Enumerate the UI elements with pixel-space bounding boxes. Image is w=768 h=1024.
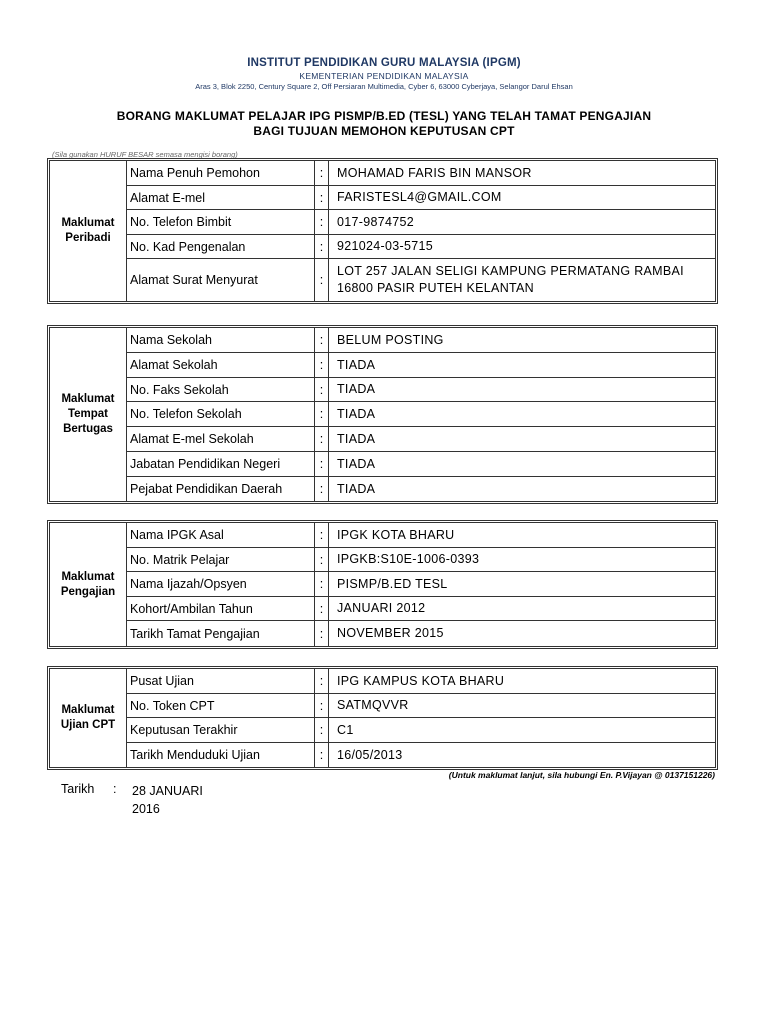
field-label: Nama Ijazah/Opsyen: [126, 572, 315, 596]
field-label: Alamat Surat Menyurat: [126, 259, 315, 301]
field-value: TIADA: [337, 357, 376, 372]
contact-note: (Untuk maklumat lanjut, sila hubungi En. P.Vijayan @ 0137151226): [448, 770, 715, 780]
form-row: [126, 210, 715, 235]
field-value: 017-9874752: [337, 214, 414, 229]
field-label: No. Faks Sekolah: [126, 378, 315, 401]
field-label: Alamat E-mel Sekolah: [126, 427, 315, 451]
field-colon: :: [315, 621, 329, 646]
section-rows: [126, 328, 715, 501]
field-label: No. Matrik Pelajar: [126, 548, 315, 571]
field-colon: :: [315, 235, 329, 258]
section-rows: [126, 161, 715, 301]
form-row: [126, 477, 715, 501]
form-title-line-1: BORANG MAKLUMAT PELAJAR IPG PISMP/B.ED (TESL) YANG TELAH TAMAT PENGAJIAN: [116, 109, 652, 123]
form-row: [126, 259, 715, 301]
field-colon: :: [315, 378, 329, 401]
field-value: TIADA: [337, 456, 376, 471]
field-colon: :: [315, 259, 329, 301]
form-section: [47, 666, 718, 770]
field-label: No. Token CPT: [126, 694, 315, 717]
field-label: Kohort/Ambilan Tahun: [126, 597, 315, 620]
field-colon: :: [315, 694, 329, 717]
field-colon: :: [315, 548, 329, 571]
section-label: Maklumat Pengajian: [50, 523, 127, 646]
field-colon: :: [315, 328, 329, 352]
field-value: SATMQVVR: [337, 698, 409, 712]
field-label: Tarikh Tamat Pengajian: [126, 621, 315, 646]
field-label: Tarikh Menduduki Ujian: [126, 743, 315, 767]
field-label: No. Telefon Bimbit: [126, 210, 315, 234]
date-colon: :: [113, 782, 117, 796]
field-colon: :: [315, 718, 329, 742]
field-value: LOT 257 JALAN SELIGI KAMPUNG PERMATANG RAMBAI 16800 PASIR PUTEH KELANTAN: [337, 264, 684, 295]
field-label: Nama Penuh Pemohon: [126, 161, 315, 185]
form-row: [126, 353, 715, 378]
form-row: [126, 669, 715, 694]
field-colon: :: [315, 572, 329, 596]
form-instruction: (Sila gunakan HURUF BESAR semasa mengisi borang): [52, 150, 238, 159]
field-label: Jabatan Pendidikan Negeri: [126, 452, 315, 476]
form-row: [126, 523, 715, 548]
field-value: IPGK KOTA BHARU: [337, 527, 455, 542]
form-row: [126, 161, 715, 186]
field-colon: :: [315, 353, 329, 377]
form-row: [126, 548, 715, 572]
field-value: BELUM POSTING: [337, 332, 444, 347]
form-row: [126, 694, 715, 718]
field-colon: :: [315, 523, 329, 547]
field-label: Nama Sekolah: [126, 328, 315, 352]
form-row: [126, 597, 715, 621]
institute-address: Aras 3, Blok 2250, Century Square 2, Off Persiaran Multimedia, Cyber 6, 63000 Cyberjaya, Selangor Darul Ehsan: [195, 82, 573, 91]
form-row: [126, 743, 715, 767]
form-section: [47, 325, 718, 504]
date-label: Tarikh: [61, 782, 95, 796]
form-section: [47, 520, 718, 649]
field-label: No. Telefon Sekolah: [126, 402, 315, 426]
field-label: Keputusan Terakhir: [126, 718, 315, 742]
field-label: No. Kad Pengenalan: [126, 235, 315, 258]
field-value: FARISTESL4@GMAIL.COM: [337, 190, 502, 204]
field-colon: :: [315, 743, 329, 767]
form-row: [126, 452, 715, 477]
field-value: IPG KAMPUS KOTA BHARU: [337, 673, 505, 688]
field-label: Alamat E-mel: [126, 186, 315, 209]
field-colon: :: [315, 402, 329, 426]
field-value: TIADA: [337, 382, 376, 396]
field-value: TIADA: [337, 406, 376, 421]
form-row: [126, 328, 715, 353]
form-title-line-2: BAGI TUJUAN MEMOHON KEPUTUSAN CPT: [253, 124, 515, 138]
field-colon: :: [315, 161, 329, 185]
field-value: C1: [337, 722, 354, 737]
field-value: IPGKB:S10E-1006-0393: [337, 552, 480, 566]
form-row: [126, 186, 715, 210]
section-rows: [126, 523, 715, 646]
field-value: NOVEMBER 2015: [337, 626, 444, 640]
field-label: Pejabat Pendidikan Daerah: [126, 477, 315, 501]
form-row: [126, 621, 715, 646]
section-label: Maklumat Peribadi: [50, 161, 127, 301]
field-label: Pusat Ujian: [126, 669, 315, 693]
field-colon: :: [315, 477, 329, 501]
field-colon: :: [315, 210, 329, 234]
date-value: 28 JANUARI 2016: [132, 784, 203, 816]
field-value: MOHAMAD FARIS BIN MANSOR: [337, 165, 532, 180]
field-value: 921024-03-5715: [337, 239, 433, 253]
field-colon: :: [315, 669, 329, 693]
field-colon: :: [315, 186, 329, 209]
form-row: [126, 378, 715, 402]
field-value: 16/05/2013: [337, 747, 403, 762]
form-row: [126, 718, 715, 743]
field-colon: :: [315, 452, 329, 476]
section-label: Maklumat Tempat Bertugas: [50, 328, 127, 501]
ministry-name: KEMENTERIAN PENDIDIKAN MALAYSIA: [299, 71, 469, 81]
form-section: [47, 158, 718, 304]
form-row: [126, 427, 715, 452]
form-row: [126, 402, 715, 427]
section-label: Maklumat Ujian CPT: [50, 669, 127, 767]
field-value: TIADA: [337, 431, 376, 446]
field-value: TIADA: [337, 481, 376, 496]
form-row: [126, 235, 715, 259]
field-colon: :: [315, 427, 329, 451]
institute-title: INSTITUT PENDIDIKAN GURU MALAYSIA (IPGM): [247, 57, 521, 69]
form-row: [126, 572, 715, 597]
section-rows: [126, 669, 715, 767]
field-label: Alamat Sekolah: [126, 353, 315, 377]
field-label: Nama IPGK Asal: [126, 523, 315, 547]
field-value: JANUARI 2012: [337, 601, 426, 615]
field-colon: :: [315, 597, 329, 620]
field-value: PISMP/B.ED TESL: [337, 576, 448, 591]
